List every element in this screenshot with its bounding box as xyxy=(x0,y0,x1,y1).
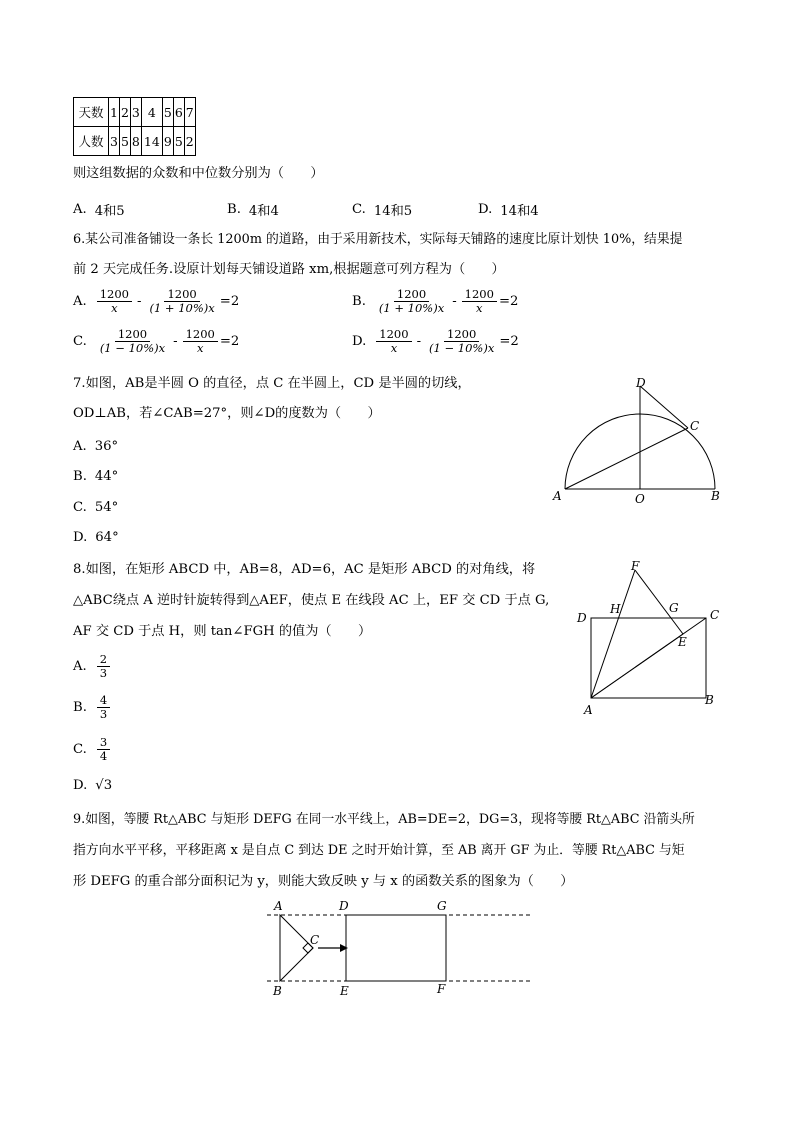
table-cell: 8 xyxy=(130,127,141,156)
option-label: C. xyxy=(73,500,87,515)
option-label: B. xyxy=(227,202,241,217)
segment-ac xyxy=(565,428,688,489)
fraction-numerator: 1200 xyxy=(394,288,429,302)
fraction xyxy=(97,736,110,763)
q7-option-c xyxy=(73,500,118,515)
fraction xyxy=(376,288,447,315)
option-text: 14和4 xyxy=(500,204,539,219)
q8-option-c xyxy=(73,736,112,763)
data-table xyxy=(73,97,196,156)
q5-option-d xyxy=(478,200,539,219)
q8-line1: 8.如图，在矩形 ABCD 中，AB=8，AD=6，AC 是矩形 ABCD 的对角线，将 xyxy=(73,562,536,577)
table-header-days: 天数 xyxy=(74,98,109,127)
fraction-numerator: 1200 xyxy=(183,328,218,342)
label-c: C xyxy=(690,419,700,433)
q6-line1: 6.某公司准备铺设一条长 1200m 的道路，由于采用新技术，实际每天铺路的速度比原计划快 10%，结果提 xyxy=(73,232,683,247)
rectangle-defg xyxy=(346,915,446,981)
label-a: A xyxy=(274,899,283,913)
operator: - xyxy=(137,294,142,309)
operator: - xyxy=(416,334,422,349)
fraction-denominator: 3 xyxy=(99,666,108,680)
table-cell: 7 xyxy=(184,98,195,127)
label-f: F xyxy=(437,982,446,996)
option-label: A. xyxy=(73,659,87,674)
table-cell: 2 xyxy=(119,98,130,127)
arrow-head-icon xyxy=(340,944,348,952)
table-row-days xyxy=(74,98,196,127)
table-cell: 3 xyxy=(130,98,141,127)
tangent-dc xyxy=(640,386,688,428)
label-a: A xyxy=(553,489,562,503)
fraction-numerator: 1200 xyxy=(444,328,479,342)
fraction-denominator: 3 xyxy=(99,707,108,721)
label-f: F xyxy=(631,559,640,573)
operator: - xyxy=(452,294,457,309)
fraction xyxy=(97,328,168,355)
equation-rhs: =2 xyxy=(499,334,519,349)
label-c: C xyxy=(710,608,720,622)
q9-translation-figure xyxy=(262,898,537,1003)
q6-option-a xyxy=(73,288,239,315)
label-d: D xyxy=(636,376,646,390)
q9-line2: 指方向水平平移，平移距离 x 是自点 C 到达 DE 之时开始计算，至 AB 离开 GF 为止．等腰 Rt△ABC 与矩 xyxy=(73,843,685,858)
fraction-numerator: 3 xyxy=(97,736,110,750)
fraction xyxy=(426,328,497,355)
option-label: B. xyxy=(73,469,87,484)
table-cell: 14 xyxy=(141,127,162,156)
option-label: D. xyxy=(73,530,88,545)
table-cell: 1 xyxy=(109,98,120,127)
fraction-denominator: x xyxy=(390,341,398,355)
q7-line2: OD⊥AB，若∠CAB=27°，则∠D的度数为（ ） xyxy=(73,406,381,421)
q7-semicircle-figure xyxy=(548,372,728,507)
q5-option-a xyxy=(73,200,125,219)
q6-line2: 前 2 天完成任务.设原计划每天铺设道路 xm,根据题意可列方程为（ ） xyxy=(73,262,505,277)
fraction-denominator: x xyxy=(476,301,483,315)
q6-option-b xyxy=(352,288,518,315)
label-e: E xyxy=(678,635,687,649)
equation-rhs: =2 xyxy=(219,294,240,309)
fraction-numerator: 1200 xyxy=(462,288,497,302)
option-text: 4和4 xyxy=(248,204,279,219)
q8-line2: △ABC绕点 A 逆时针旋转得到△AEF，使点 E 在线段 AC 上，EF 交 CD 于点 G, xyxy=(73,593,550,608)
table-cell: 3 xyxy=(109,127,120,156)
q5-option-c xyxy=(352,200,412,219)
q9-line3: 形 DEFG 的重合部分面积记为 y，则能大致反映 y 与 x 的函数关系的图象为（ ） xyxy=(73,874,574,889)
equation-rhs: =2 xyxy=(498,294,519,309)
fraction-denominator: (1 − 10%)x xyxy=(429,341,495,355)
q7-option-d xyxy=(73,530,119,545)
table-cell: 5 xyxy=(119,127,130,156)
segment-ae xyxy=(591,634,683,698)
table-cell: 5 xyxy=(162,98,173,127)
label-e: E xyxy=(340,984,349,998)
option-label: C. xyxy=(73,742,87,757)
label-g: G xyxy=(437,899,447,913)
fraction-numerator: 1200 xyxy=(376,328,411,342)
option-text: 44° xyxy=(94,469,119,484)
label-b: B xyxy=(273,984,282,998)
q9-line1: 9.如图，等腰 Rt△ABC 与矩形 DEFG 在同一水平线上，AB=DE=2，DG=3，现将等腰 Rt△ABC 沿箭头所 xyxy=(73,812,695,827)
fraction-denominator: (1 + 10%)x xyxy=(149,301,215,315)
table-cell: 4 xyxy=(141,98,162,127)
q7-line1: 7.如图，AB是半圆 O 的直径，点 C 在半圆上，CD 是半圆的切线， xyxy=(73,376,471,391)
option-text: 54° xyxy=(94,500,119,515)
fraction-numerator: 1200 xyxy=(115,328,150,342)
option-label: A. xyxy=(73,294,87,309)
fraction xyxy=(462,288,497,315)
q5-stem: 则这组数据的众数和中位数分别为（ ） xyxy=(73,166,324,181)
fraction-denominator: 4 xyxy=(99,749,108,763)
operator: - xyxy=(173,334,178,349)
option-text: 4和5 xyxy=(94,204,125,219)
q8-option-a xyxy=(73,653,112,680)
q7-option-b xyxy=(73,469,118,484)
option-label: D. xyxy=(73,778,88,793)
label-d: D xyxy=(339,899,349,913)
q8-line3: AF 交 CD 于点 H，则 tan∠FGH 的值为（ ） xyxy=(73,624,372,639)
table-header-people: 人数 xyxy=(74,127,109,156)
table-cell: 2 xyxy=(184,127,195,156)
table-cell: 5 xyxy=(173,127,184,156)
fraction xyxy=(376,328,411,355)
option-text: 14和5 xyxy=(373,204,413,219)
table-cell: 9 xyxy=(162,127,173,156)
label-b: B xyxy=(711,489,720,503)
fraction-denominator: (1 + 10%)x xyxy=(378,301,445,315)
fraction xyxy=(183,328,218,355)
label-o: O xyxy=(635,492,645,506)
q6-option-c xyxy=(73,328,239,355)
option-label: B. xyxy=(352,294,366,309)
label-a: A xyxy=(584,703,593,717)
q5-option-b xyxy=(227,200,279,219)
option-text: √3 xyxy=(95,778,113,793)
equation-rhs: =2 xyxy=(219,334,240,349)
segment-af xyxy=(591,570,635,698)
option-label: D. xyxy=(352,334,367,349)
label-d: D xyxy=(577,611,587,625)
q8-rectangle-figure xyxy=(574,558,724,718)
option-label: A. xyxy=(73,439,87,454)
option-label: C. xyxy=(73,334,87,349)
fraction-denominator: (1 − 10%)x xyxy=(99,341,166,355)
fraction-numerator: 1200 xyxy=(97,288,132,302)
fraction-denominator: x xyxy=(196,341,204,355)
fraction-numerator: 1200 xyxy=(164,288,199,302)
fraction xyxy=(97,694,110,721)
option-label: D. xyxy=(478,202,493,217)
fraction-numerator: 4 xyxy=(97,694,110,708)
fraction xyxy=(146,288,217,315)
triangle-abc xyxy=(280,915,313,981)
q7-option-a xyxy=(73,439,118,454)
option-label: C. xyxy=(352,202,366,217)
fraction xyxy=(97,288,132,315)
option-text: 36° xyxy=(94,439,119,454)
label-c: C xyxy=(310,933,320,947)
table-cell: 6 xyxy=(173,98,184,127)
fraction xyxy=(97,653,110,680)
q6-option-d xyxy=(352,328,519,355)
q8-option-b xyxy=(73,694,112,721)
label-g: G xyxy=(669,601,679,615)
label-b: B xyxy=(705,693,714,707)
table-row-people xyxy=(74,127,196,156)
option-label: A. xyxy=(73,202,87,217)
q8-option-d xyxy=(73,778,112,793)
fraction-denominator: x xyxy=(111,301,118,315)
option-text: 64° xyxy=(95,530,119,545)
option-label: B. xyxy=(73,700,87,715)
fraction-numerator: 2 xyxy=(97,653,110,667)
label-h: H xyxy=(610,602,621,616)
